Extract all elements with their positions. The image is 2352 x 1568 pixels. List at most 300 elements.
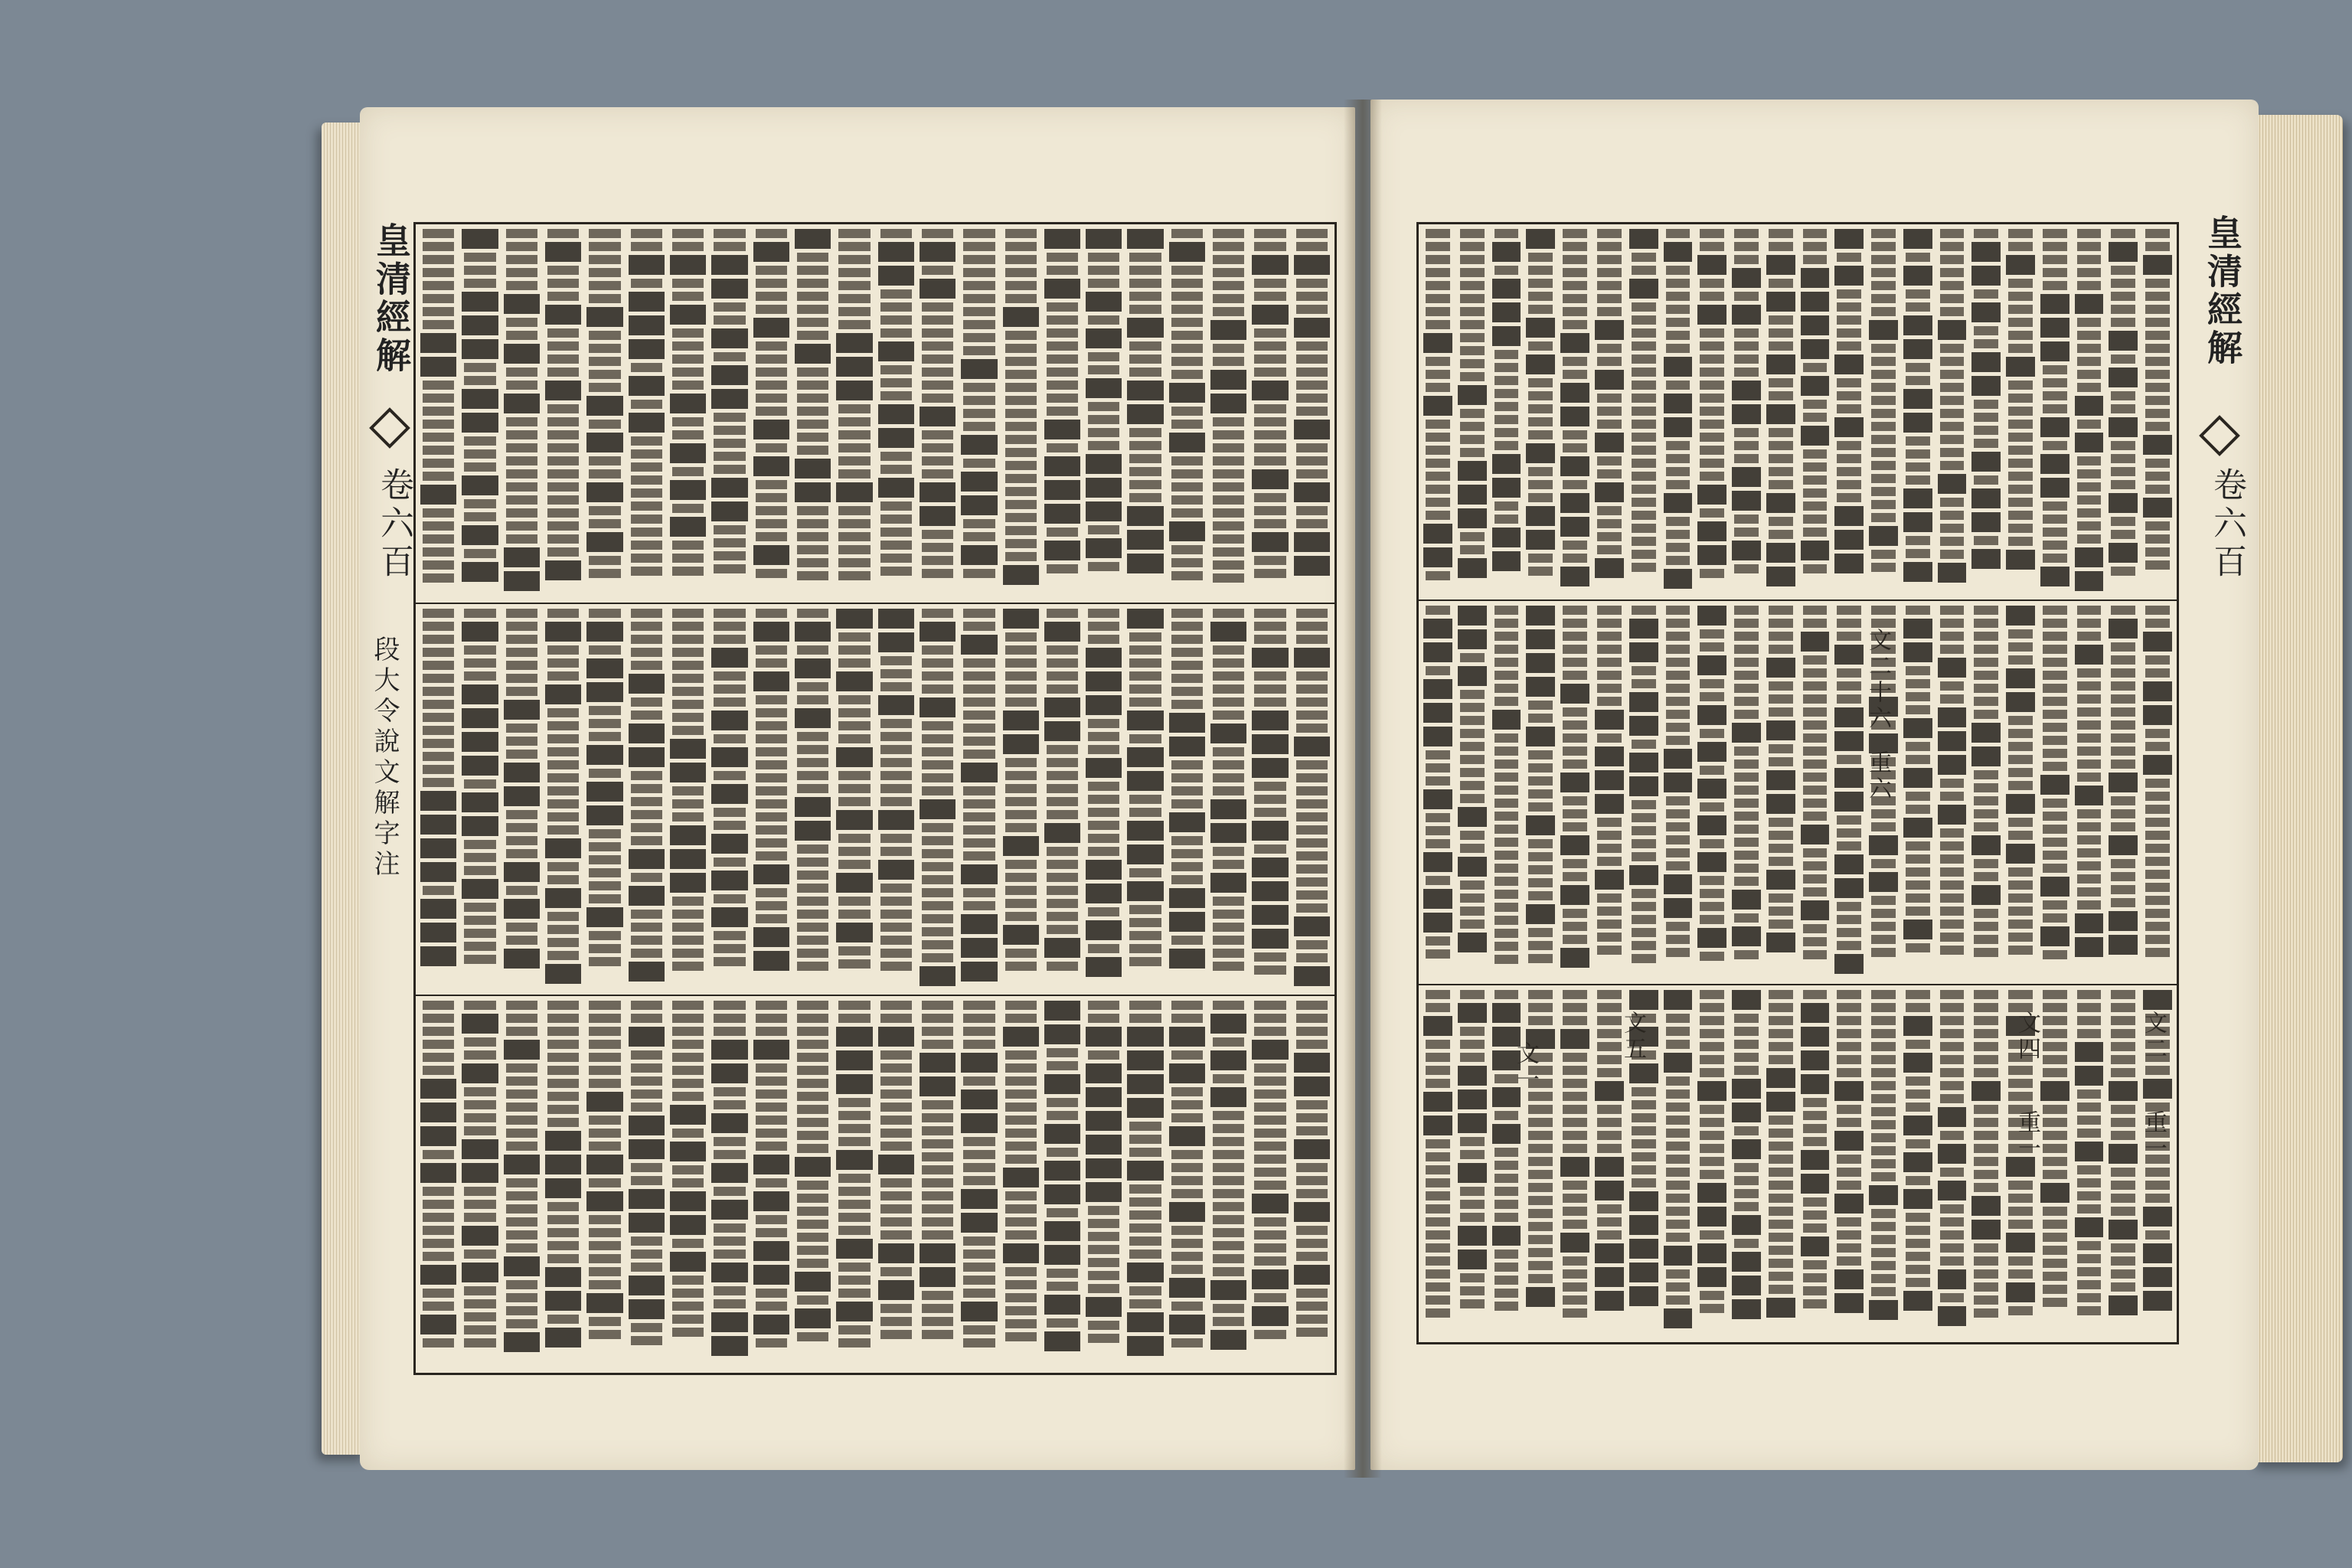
glyph-block xyxy=(1047,899,1078,908)
glyph-block xyxy=(1460,409,1485,418)
glyph-block xyxy=(506,836,537,845)
glyph-block xyxy=(1254,671,1285,681)
glyph-block xyxy=(1129,253,1161,262)
glyph-block xyxy=(1047,758,1078,767)
glyph-block xyxy=(714,821,745,830)
glyph-block xyxy=(1088,907,1119,916)
glyph-block xyxy=(545,381,581,400)
glyph-block xyxy=(1296,1226,1328,1235)
glyph-block xyxy=(2008,1079,2033,1088)
glyph-block xyxy=(714,858,745,867)
glyph-block xyxy=(878,1243,914,1263)
glyph-block xyxy=(1294,318,1330,338)
glyph-block xyxy=(586,1191,622,1211)
glyph-block xyxy=(1940,1168,1965,1177)
glyph-block xyxy=(1834,1293,1864,1313)
glyph-block xyxy=(670,517,706,537)
glyph-block xyxy=(1528,467,1553,476)
glyph-block xyxy=(423,752,454,761)
glyph-block xyxy=(2008,781,2033,790)
glyph-block xyxy=(547,812,579,822)
glyph-block xyxy=(1803,950,1828,959)
glyph-block xyxy=(1666,1089,1690,1099)
glyph-block xyxy=(545,1291,581,1311)
glyph-block xyxy=(1803,1286,1828,1295)
glyph-block xyxy=(2077,1204,2102,1214)
glyph-block xyxy=(1494,415,1519,424)
glyph-block xyxy=(838,469,870,479)
glyph-block xyxy=(1938,1181,1967,1200)
glyph-block xyxy=(797,1066,828,1075)
glyph-block xyxy=(878,810,914,830)
glyph-block xyxy=(1801,825,1830,844)
glyph-block xyxy=(1632,1113,1656,1122)
glyph-block xyxy=(1697,521,1726,541)
glyph-block xyxy=(963,255,995,264)
glyph-block xyxy=(922,1178,953,1187)
glyph-block xyxy=(714,1236,745,1246)
glyph-block xyxy=(2008,511,2033,520)
glyph-block xyxy=(1869,1185,1898,1205)
glyph-block xyxy=(1629,1215,1658,1235)
glyph-block xyxy=(2111,885,2135,894)
glyph-block xyxy=(423,1226,454,1235)
glyph-block xyxy=(464,955,495,964)
glyph-block xyxy=(1296,305,1328,314)
glyph-block xyxy=(1171,331,1203,340)
glyph-block xyxy=(504,294,540,314)
glyph-block xyxy=(589,1040,620,1049)
glyph-block xyxy=(920,482,956,502)
glyph-block xyxy=(1086,920,1122,940)
glyph-block xyxy=(920,1053,956,1073)
glyph-block xyxy=(711,784,747,804)
glyph-block xyxy=(922,609,953,618)
glyph-block xyxy=(423,1213,454,1222)
glyph-block xyxy=(1460,844,1485,853)
glyph-block xyxy=(1088,562,1119,571)
glyph-block xyxy=(711,1312,747,1332)
glyph-block xyxy=(1563,733,1587,743)
glyph-block xyxy=(1700,229,1724,238)
glyph-block xyxy=(1769,1155,1793,1164)
text-column xyxy=(836,1001,872,1364)
glyph-block xyxy=(1597,357,1622,366)
glyph-block xyxy=(963,519,995,528)
glyph-block xyxy=(1734,645,1759,654)
glyph-block xyxy=(464,916,495,925)
glyph-block xyxy=(1940,841,1965,851)
glyph-block xyxy=(880,1001,912,1010)
glyph-block xyxy=(1005,552,1037,561)
glyph-block xyxy=(1528,292,1553,301)
glyph-block xyxy=(1213,521,1244,531)
glyph-block xyxy=(1169,737,1205,756)
glyph-block xyxy=(1460,1213,1485,1222)
glyph-block xyxy=(1254,443,1285,452)
glyph-block xyxy=(506,331,537,340)
text-column xyxy=(1210,609,1246,990)
glyph-block xyxy=(423,1001,454,1010)
glyph-block xyxy=(1458,1066,1487,1086)
glyph-block xyxy=(1460,716,1485,725)
text-column xyxy=(1127,1001,1163,1364)
glyph-block xyxy=(1494,1200,1519,1209)
glyph-block xyxy=(1766,493,1795,513)
glyph-block xyxy=(797,394,828,403)
glyph-block xyxy=(1086,648,1122,668)
glyph-block xyxy=(2040,341,2069,361)
glyph-block xyxy=(1871,1222,1896,1231)
glyph-block xyxy=(1974,1042,1998,1051)
glyph-block xyxy=(1734,799,1759,808)
glyph-block xyxy=(714,635,745,644)
glyph-block xyxy=(2043,1118,2067,1127)
glyph-block xyxy=(589,357,620,366)
glyph-block xyxy=(711,1113,747,1133)
glyph-block xyxy=(1047,1282,1078,1291)
text-column xyxy=(920,609,956,990)
glyph-block xyxy=(1047,962,1078,971)
glyph-block xyxy=(1213,1304,1244,1313)
glyph-block xyxy=(1940,370,1965,379)
glyph-block xyxy=(1597,671,1622,680)
text-column xyxy=(1127,609,1163,990)
glyph-block xyxy=(1940,242,1965,251)
text-column xyxy=(795,229,831,598)
text-column xyxy=(1697,990,1726,1333)
glyph-block xyxy=(880,771,912,780)
glyph-block xyxy=(1734,242,1759,251)
glyph-block xyxy=(1213,242,1244,251)
glyph-block xyxy=(1732,381,1761,400)
glyph-block xyxy=(838,320,870,329)
glyph-block xyxy=(1127,506,1163,526)
glyph-block xyxy=(1296,1302,1328,1311)
glyph-block xyxy=(1563,1295,1587,1305)
glyph-block xyxy=(1460,781,1485,790)
glyph-block xyxy=(2043,1029,2067,1038)
glyph-block xyxy=(670,1215,706,1235)
glyph-block xyxy=(1460,422,1485,431)
glyph-block xyxy=(1005,1014,1037,1023)
glyph-block xyxy=(2043,268,2067,277)
glyph-block xyxy=(880,528,912,537)
glyph-block xyxy=(1563,554,1587,563)
glyph-block xyxy=(1296,1113,1328,1122)
glyph-block xyxy=(672,1040,704,1049)
glyph-block xyxy=(1044,938,1080,958)
glyph-block xyxy=(1837,668,1861,678)
glyph-block xyxy=(1294,1076,1330,1096)
glyph-block xyxy=(2111,642,2135,652)
glyph-block xyxy=(963,609,995,618)
glyph-block xyxy=(797,695,828,704)
glyph-block xyxy=(423,700,454,709)
glyph-block xyxy=(672,504,704,513)
glyph-block xyxy=(1769,1194,1793,1203)
glyph-block xyxy=(922,1317,953,1326)
glyph-block xyxy=(922,875,953,884)
glyph-block xyxy=(1047,797,1078,806)
glyph-block xyxy=(922,786,953,795)
glyph-block xyxy=(1664,242,1693,262)
glyph-block xyxy=(963,901,995,910)
glyph-block xyxy=(1971,746,2001,766)
glyph-block xyxy=(1254,519,1285,528)
glyph-block xyxy=(1971,488,2001,508)
glyph-block xyxy=(1129,292,1161,301)
glyph-block xyxy=(922,901,953,910)
glyph-block xyxy=(1769,467,1793,476)
glyph-block xyxy=(464,266,495,275)
glyph-block xyxy=(922,1304,953,1313)
glyph-block xyxy=(1974,1308,1998,1318)
glyph-block xyxy=(1460,532,1485,541)
glyph-block xyxy=(2111,1207,2135,1216)
glyph-block xyxy=(2109,935,2138,955)
glyph-block xyxy=(1210,1050,1246,1070)
glyph-block xyxy=(797,1001,828,1010)
glyph-block xyxy=(672,341,704,351)
glyph-block xyxy=(1171,1100,1203,1109)
glyph-block xyxy=(2006,692,2035,712)
glyph-block xyxy=(1129,1250,1161,1259)
glyph-block xyxy=(1047,528,1078,537)
glyph-block xyxy=(672,554,704,563)
glyph-block xyxy=(2077,1280,2102,1289)
glyph-block xyxy=(423,242,454,251)
glyph-block xyxy=(838,910,870,919)
glyph-block xyxy=(2008,381,2033,390)
glyph-block xyxy=(1734,746,1759,756)
glyph-block xyxy=(1732,1276,1761,1295)
glyph-block xyxy=(795,658,831,678)
glyph-block xyxy=(714,315,745,325)
glyph-block xyxy=(423,648,454,657)
glyph-block xyxy=(963,812,995,822)
glyph-block xyxy=(423,433,454,442)
glyph-block xyxy=(1563,541,1587,550)
glyph-block xyxy=(420,1126,456,1146)
glyph-block xyxy=(1666,723,1690,732)
glyph-block xyxy=(2075,1066,2104,1086)
text-column xyxy=(878,609,914,990)
glyph-block xyxy=(1460,281,1485,290)
glyph-block xyxy=(963,1289,995,1298)
glyph-block xyxy=(880,1116,912,1125)
glyph-block xyxy=(2043,514,2067,524)
glyph-block xyxy=(1734,454,1759,463)
glyph-block xyxy=(1597,255,1622,264)
glyph-block xyxy=(1732,1215,1761,1235)
glyph-block xyxy=(1254,1027,1285,1036)
glyph-block xyxy=(1734,1126,1759,1135)
glyph-block xyxy=(506,724,537,733)
glyph-block xyxy=(1903,1116,1932,1135)
glyph-block xyxy=(1801,1074,1830,1094)
glyph-block xyxy=(1734,710,1759,719)
glyph-block xyxy=(1563,320,1587,329)
glyph-block xyxy=(756,851,787,861)
glyph-block xyxy=(506,1089,537,1099)
glyph-block xyxy=(462,1226,498,1246)
glyph-block xyxy=(714,1027,745,1036)
glyph-block xyxy=(1766,658,1795,678)
section-header-8: 文一 xyxy=(1512,1041,1539,1093)
glyph-block xyxy=(1871,809,1896,818)
glyph-block xyxy=(1734,1040,1759,1049)
glyph-block xyxy=(1697,705,1726,725)
glyph-block xyxy=(922,266,953,275)
glyph-block xyxy=(2043,281,2067,290)
glyph-block xyxy=(1426,1282,1450,1292)
glyph-block xyxy=(1171,635,1203,644)
glyph-block xyxy=(1563,370,1587,379)
glyph-block xyxy=(880,1063,912,1073)
text-column xyxy=(2109,990,2138,1333)
glyph-block xyxy=(1296,407,1328,416)
glyph-block xyxy=(1769,1233,1793,1242)
glyph-block xyxy=(672,799,704,808)
text-column xyxy=(462,229,498,598)
glyph-block xyxy=(1171,305,1203,314)
glyph-block xyxy=(1563,619,1587,628)
glyph-block xyxy=(1426,1204,1450,1214)
glyph-block xyxy=(1047,771,1078,780)
glyph-block xyxy=(838,430,870,439)
glyph-block xyxy=(420,791,456,811)
glyph-block xyxy=(1903,389,1932,409)
glyph-block xyxy=(2077,809,2102,818)
glyph-block xyxy=(1528,928,1553,937)
glyph-block xyxy=(1005,1217,1037,1227)
glyph-block xyxy=(1906,867,1930,877)
glyph-block xyxy=(2043,1003,2067,1012)
glyph-block xyxy=(1460,1273,1485,1282)
glyph-block xyxy=(2111,720,2135,730)
glyph-block xyxy=(1296,851,1328,861)
glyph-block xyxy=(1492,1124,1521,1144)
glyph-block xyxy=(795,797,831,817)
glyph-block xyxy=(1426,242,1450,251)
glyph-block xyxy=(1171,279,1203,288)
glyph-block xyxy=(1732,723,1761,743)
glyph-block xyxy=(963,1001,995,1010)
glyph-block xyxy=(1005,242,1037,251)
glyph-block xyxy=(838,417,870,426)
glyph-block xyxy=(920,697,956,717)
glyph-block xyxy=(1734,1163,1759,1172)
glyph-block xyxy=(922,328,953,338)
glyph-block xyxy=(1940,268,1965,277)
glyph-block xyxy=(1426,763,1450,773)
glyph-block xyxy=(547,938,579,947)
glyph-block xyxy=(1837,990,1861,999)
glyph-block xyxy=(797,1220,828,1229)
glyph-block xyxy=(2043,684,2067,693)
glyph-block xyxy=(1426,1269,1450,1279)
glyph-block xyxy=(1766,794,1795,814)
glyph-block xyxy=(631,609,662,618)
glyph-block xyxy=(2145,1181,2170,1190)
glyph-block xyxy=(1974,1068,1998,1077)
glyph-block xyxy=(1732,491,1761,511)
glyph-block xyxy=(629,724,665,743)
glyph-block xyxy=(1666,861,1690,871)
glyph-block xyxy=(1940,435,1965,444)
glyph-block xyxy=(1294,420,1330,439)
glyph-block xyxy=(2143,255,2172,275)
glyph-block xyxy=(1563,909,1587,918)
glyph-block xyxy=(1423,547,1452,567)
glyph-block xyxy=(1664,417,1693,437)
glyph-block xyxy=(2111,404,2135,413)
glyph-block xyxy=(2145,357,2170,366)
glyph-block xyxy=(2040,926,2069,946)
glyph-block xyxy=(2043,736,2067,745)
glyph-block xyxy=(631,567,662,576)
glyph-block xyxy=(1005,771,1037,780)
glyph-block xyxy=(1088,795,1119,804)
glyph-block xyxy=(1426,498,1450,507)
glyph-block xyxy=(1129,279,1161,288)
glyph-block xyxy=(2109,1144,2138,1164)
glyph-block xyxy=(1732,305,1761,325)
glyph-block xyxy=(2111,229,2135,238)
glyph-block xyxy=(2145,668,2170,678)
glyph-block xyxy=(1005,344,1037,353)
glyph-block xyxy=(963,724,995,733)
glyph-block xyxy=(506,534,537,544)
glyph-block xyxy=(1974,684,1998,693)
glyph-block xyxy=(504,547,540,567)
glyph-block xyxy=(1871,461,1896,470)
glyph-block xyxy=(1632,302,1656,312)
text-column xyxy=(2006,606,2035,979)
glyph-block xyxy=(1460,906,1485,916)
glyph-block xyxy=(1210,823,1246,843)
glyph-block xyxy=(714,808,745,817)
glyph-block xyxy=(838,1187,870,1196)
text-column xyxy=(2006,229,2035,595)
glyph-block xyxy=(547,1315,579,1324)
glyph-block xyxy=(1903,413,1932,433)
glyph-block xyxy=(795,1308,831,1328)
glyph-block xyxy=(547,443,579,452)
glyph-block xyxy=(2109,493,2138,513)
glyph-block xyxy=(672,726,704,735)
glyph-block xyxy=(464,462,495,472)
glyph-block xyxy=(1666,381,1690,390)
glyph-block xyxy=(920,799,956,819)
glyph-block xyxy=(464,1312,495,1321)
glyph-block xyxy=(922,684,953,694)
glyph-block xyxy=(922,456,953,466)
glyph-block xyxy=(2077,1016,2102,1025)
glyph-block xyxy=(1423,1116,1452,1135)
glyph-block xyxy=(1494,864,1519,873)
glyph-block xyxy=(1254,1129,1285,1138)
glyph-block xyxy=(670,305,706,325)
glyph-block xyxy=(1632,354,1656,364)
glyph-block xyxy=(506,1014,537,1023)
glyph-block xyxy=(423,573,454,583)
glyph-block xyxy=(1492,1003,1521,1023)
glyph-block xyxy=(836,810,872,830)
glyph-block xyxy=(1296,1176,1328,1185)
glyph-block xyxy=(963,1076,995,1086)
